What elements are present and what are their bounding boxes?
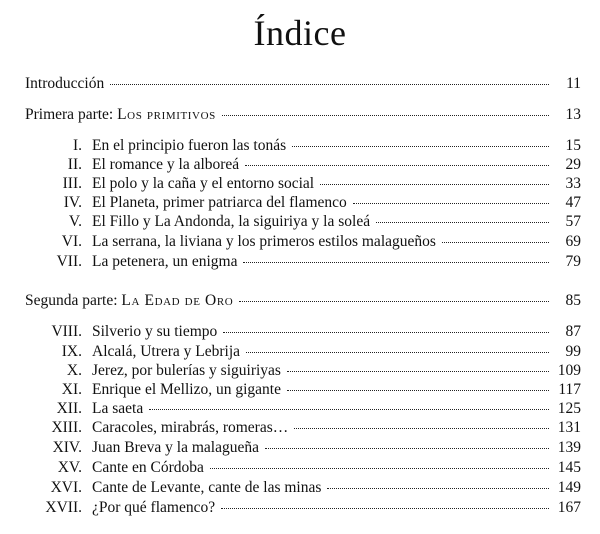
dot-leader — [292, 146, 549, 147]
toc-chapter-entry — [18, 322, 581, 342]
page-number: 149 — [557, 479, 581, 496]
toc-chapter-entry — [18, 174, 581, 194]
dot-leader — [442, 242, 549, 243]
chapter-numeral: XIV. — [52, 439, 82, 456]
chapter-title: El romance y la alboreá — [92, 156, 240, 173]
page-number: 145 — [557, 459, 581, 476]
chapter-title: La serrana, la liviana y los primeros estilos malagueños — [92, 233, 436, 250]
page-number: 125 — [557, 400, 581, 417]
chapter-numeral: I. — [72, 137, 82, 154]
chapter-title: Alcalá, Utrera y Lebrija — [92, 343, 241, 360]
page-number: 87 — [565, 323, 581, 340]
dot-leader — [246, 352, 549, 353]
page-number: 15 — [565, 137, 581, 154]
toc-chapter-entry — [18, 438, 581, 458]
dot-leader — [222, 115, 549, 116]
page-number: 109 — [557, 362, 581, 379]
toc-chapter-entry — [18, 342, 581, 362]
toc-chapter-entry — [18, 136, 581, 156]
part-title — [25, 291, 233, 311]
chapter-numeral: VI. — [61, 233, 82, 250]
dot-leader — [210, 468, 549, 469]
part-name: La Edad de Oro — [121, 292, 234, 309]
page-number: 11 — [566, 75, 581, 92]
toc-chapter-entry — [18, 193, 581, 213]
page-number: 69 — [565, 233, 581, 250]
toc-chapter-entry — [18, 498, 581, 518]
page-number: 79 — [565, 253, 581, 270]
toc-part-1-entry — [25, 105, 581, 125]
dot-leader — [294, 428, 549, 429]
page-number: 99 — [565, 343, 581, 360]
dot-leader — [149, 409, 549, 410]
dot-leader — [376, 222, 549, 223]
entry-title: Introducción — [25, 75, 105, 92]
chapter-numeral: XVI. — [50, 479, 82, 496]
page-number: 57 — [565, 213, 581, 230]
chapter-numeral: IX. — [61, 343, 82, 360]
page-number: 13 — [565, 106, 581, 123]
page-number: 131 — [557, 419, 581, 436]
chapter-title: Jerez, por bulerías y siguiriyas — [92, 362, 281, 379]
dot-leader — [223, 332, 549, 333]
toc-chapter-entry — [18, 399, 581, 419]
chapter-title: Juan Breva y la malagueña — [92, 439, 259, 456]
chapter-numeral: XI. — [61, 381, 82, 398]
part-name: Los primitivos — [117, 106, 216, 123]
page-number: 139 — [557, 439, 581, 456]
dot-leader — [243, 262, 549, 263]
toc-chapter-entry — [18, 232, 581, 252]
chapter-title: La saeta — [92, 400, 144, 417]
toc-chapter-entry — [18, 418, 581, 438]
chapter-title: Silverio y su tiempo — [92, 323, 218, 340]
dot-leader — [239, 301, 549, 302]
dot-leader — [353, 203, 549, 204]
chapter-numeral: II. — [67, 156, 82, 173]
toc-chapter-entry — [18, 155, 581, 175]
dot-leader — [110, 84, 549, 85]
chapter-title: El Planeta, primer patriarca del flamenco — [92, 194, 347, 211]
toc-chapter-entry — [18, 361, 581, 381]
toc-chapter-entry — [18, 458, 581, 478]
chapter-title: ¿Por qué flamenco? — [92, 499, 216, 516]
page-number: 47 — [565, 194, 581, 211]
chapter-numeral: XII. — [56, 400, 82, 417]
toc-chapter-entry — [18, 380, 581, 400]
chapter-title: Cante de Levante, cante de las minas — [92, 479, 322, 496]
page-number: 167 — [557, 499, 581, 516]
toc-chapter-entry — [18, 212, 581, 232]
dot-leader — [287, 371, 549, 372]
dot-leader — [327, 488, 549, 489]
dot-leader — [221, 508, 549, 509]
page-number: 85 — [565, 292, 581, 309]
chapter-title: Enrique el Mellizo, un gigante — [92, 381, 281, 398]
dot-leader — [320, 184, 549, 185]
chapter-title: Cante en Córdoba — [92, 459, 204, 476]
dot-leader — [265, 448, 549, 449]
page-title: Índice — [253, 13, 347, 53]
dot-leader — [245, 165, 549, 166]
toc-chapter-entry — [18, 478, 581, 498]
page-number: 117 — [558, 381, 581, 398]
part-prefix: Segunda parte: — [25, 292, 122, 309]
chapter-title: En el principio fueron las tonás — [92, 137, 287, 154]
dot-leader — [287, 390, 549, 391]
chapter-numeral: III. — [62, 175, 82, 192]
part-title — [25, 105, 216, 125]
chapter-numeral: XIII. — [51, 419, 82, 436]
chapter-numeral: VII. — [56, 253, 82, 270]
page-number: 33 — [565, 175, 581, 192]
chapter-numeral: XVII. — [45, 499, 82, 516]
chapter-title: El Fillo y La Andonda, la siguiriya y la soleá — [92, 213, 371, 230]
chapter-numeral: VIII. — [51, 323, 82, 340]
toc-chapter-entry — [18, 252, 581, 272]
chapter-title: El polo y la caña y el entorno social — [92, 175, 315, 192]
chapter-numeral: XV. — [57, 459, 82, 476]
page-number: 29 — [565, 156, 581, 173]
chapter-title: Caracoles, mirabrás, romeras… — [92, 419, 289, 436]
toc-part-2-entry — [25, 291, 581, 311]
chapter-numeral: V. — [68, 213, 82, 230]
part-prefix: Primera parte: — [25, 106, 118, 123]
chapter-numeral: X. — [66, 362, 82, 379]
chapter-numeral: IV. — [63, 194, 82, 211]
toc-intro-entry — [25, 74, 581, 94]
chapter-title: La petenera, un enigma — [92, 253, 238, 270]
